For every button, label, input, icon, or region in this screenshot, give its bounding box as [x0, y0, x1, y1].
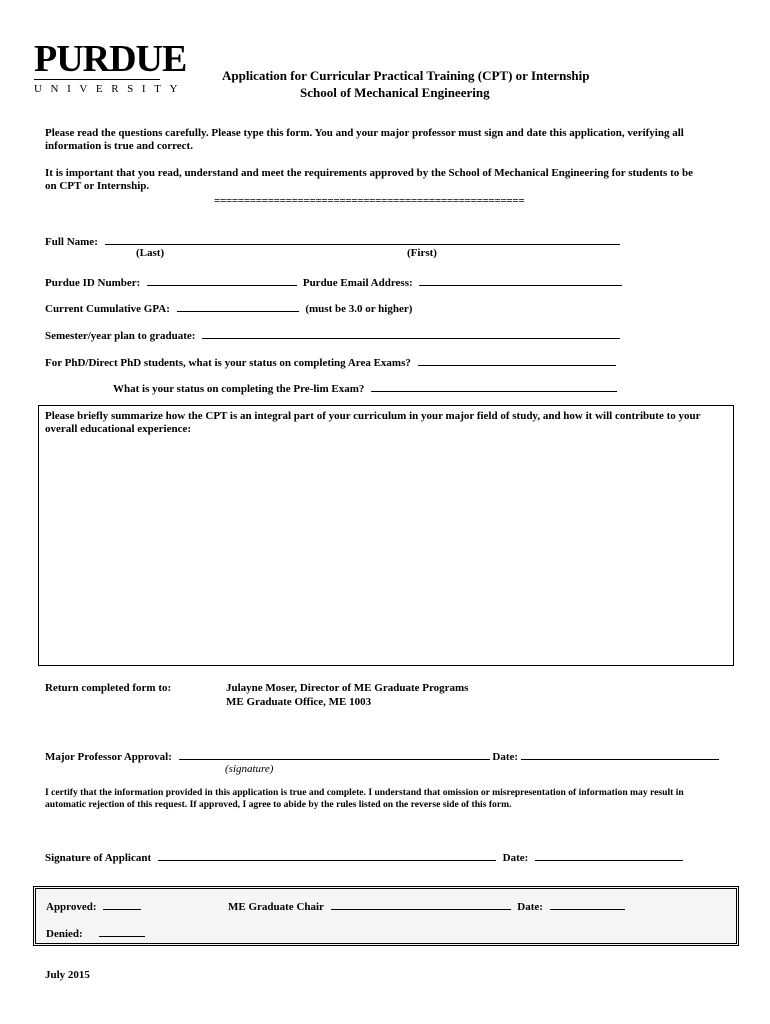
last-name-caption: (Last) — [136, 247, 165, 259]
gpa-note: (must be 3.0 or higher) — [305, 303, 413, 315]
prelim-label: What is your status on completing the Pre-lim Exam? — [113, 383, 365, 395]
semester-row — [45, 328, 620, 342]
applicant-signature-label: Signature of Applicant — [45, 852, 152, 864]
gpa-row — [45, 301, 412, 315]
purdue-email-field[interactable] — [419, 275, 622, 286]
return-address-line-1: Julayne Moser, Director of ME Graduate Programs — [226, 682, 469, 694]
chair-date-label: Date: — [517, 901, 543, 913]
return-label: Return completed form to: — [45, 682, 172, 694]
approved-field[interactable] — [103, 899, 141, 910]
purdue-id-field[interactable] — [147, 275, 297, 286]
form-subtitle: School of Mechanical Engineering — [300, 85, 490, 100]
applicant-date-label: Date: — [502, 852, 529, 864]
intro-paragraph-2-line-1: It is important that you read, understand and meet the requirements approved by the School of Mechanical Engineering for students to be — [45, 167, 694, 179]
prelim-row — [113, 381, 617, 395]
id-email-row — [45, 275, 622, 289]
chair-label: ME Graduate Chair — [228, 901, 324, 913]
chair-row — [228, 899, 625, 913]
prelim-field[interactable] — [371, 381, 617, 392]
summary-box[interactable] — [38, 405, 734, 666]
intro-paragraph-1-line-2: information is true and correct. — [45, 140, 193, 152]
denied-row — [46, 926, 145, 940]
office-use-box — [33, 886, 739, 946]
applicant-date-field[interactable] — [535, 850, 683, 861]
logo-subtitle: UNIVERSITY — [34, 83, 186, 95]
chair-date-field[interactable] — [550, 899, 625, 910]
area-exams-field[interactable] — [418, 355, 616, 366]
purdue-logo — [34, 40, 186, 95]
gpa-field[interactable] — [177, 301, 299, 312]
full-name-label: Full Name: — [45, 236, 98, 248]
purdue-id-label: Purdue ID Number: — [45, 277, 141, 289]
denied-label: Denied: — [46, 928, 83, 940]
semester-field[interactable] — [202, 328, 620, 339]
major-professor-date-label: Date: — [492, 751, 519, 763]
separator: ==================================================== — [214, 195, 525, 207]
area-exams-label: For PhD/Direct PhD students, what is your status on completing Area Exams? — [45, 357, 411, 369]
form-title: Application for Curricular Practical Training (CPT) or Internship — [222, 68, 590, 83]
certify-line-1: I certify that the information provided in this application is true and complete. I understand that omission or misrepresentation of information may result in — [45, 787, 684, 798]
major-professor-date-field[interactable] — [521, 749, 719, 760]
denied-field[interactable] — [99, 926, 145, 937]
semester-label: Semester/year plan to graduate: — [45, 330, 196, 342]
full-name-field[interactable] — [105, 234, 620, 245]
area-exams-row — [45, 355, 616, 369]
approved-row — [46, 899, 141, 913]
applicant-signature-field[interactable] — [158, 850, 496, 861]
summary-prompt-line-1: Please briefly summarize how the CPT is an integral part of your curriculum in your major field of study, and how it will contribute to your — [45, 410, 701, 422]
chair-field[interactable] — [331, 899, 511, 910]
intro-paragraph-1-line-1: Please read the questions carefully. Please type this form. You and your major professor must sign and date this application, verifying all — [45, 127, 684, 139]
first-name-caption: (First) — [407, 247, 437, 259]
major-professor-signature-field[interactable] — [179, 749, 490, 760]
revision-date: July 2015 — [45, 969, 90, 981]
return-address-line-2: ME Graduate Office, ME 1003 — [226, 696, 372, 708]
full-name-row — [45, 234, 620, 248]
major-professor-row — [45, 749, 719, 763]
gpa-label: Current Cumulative GPA: — [45, 303, 170, 315]
intro-paragraph-2-line-2: on CPT or Internship. — [45, 180, 150, 192]
applicant-signature-row — [45, 850, 683, 864]
purdue-email-label: Purdue Email Address: — [302, 277, 413, 289]
approved-label: Approved: — [46, 901, 97, 913]
certify-line-2: automatic rejection of this request. If approved, I agree to abide by the rules listed on the reverse side of this form. — [45, 799, 512, 810]
logo-wordmark: PURDUE — [34, 38, 187, 80]
summary-prompt-line-2: overall educational experience: — [45, 423, 192, 435]
major-professor-label: Major Professor Approval: — [45, 751, 172, 763]
signature-caption: (signature) — [225, 763, 274, 775]
